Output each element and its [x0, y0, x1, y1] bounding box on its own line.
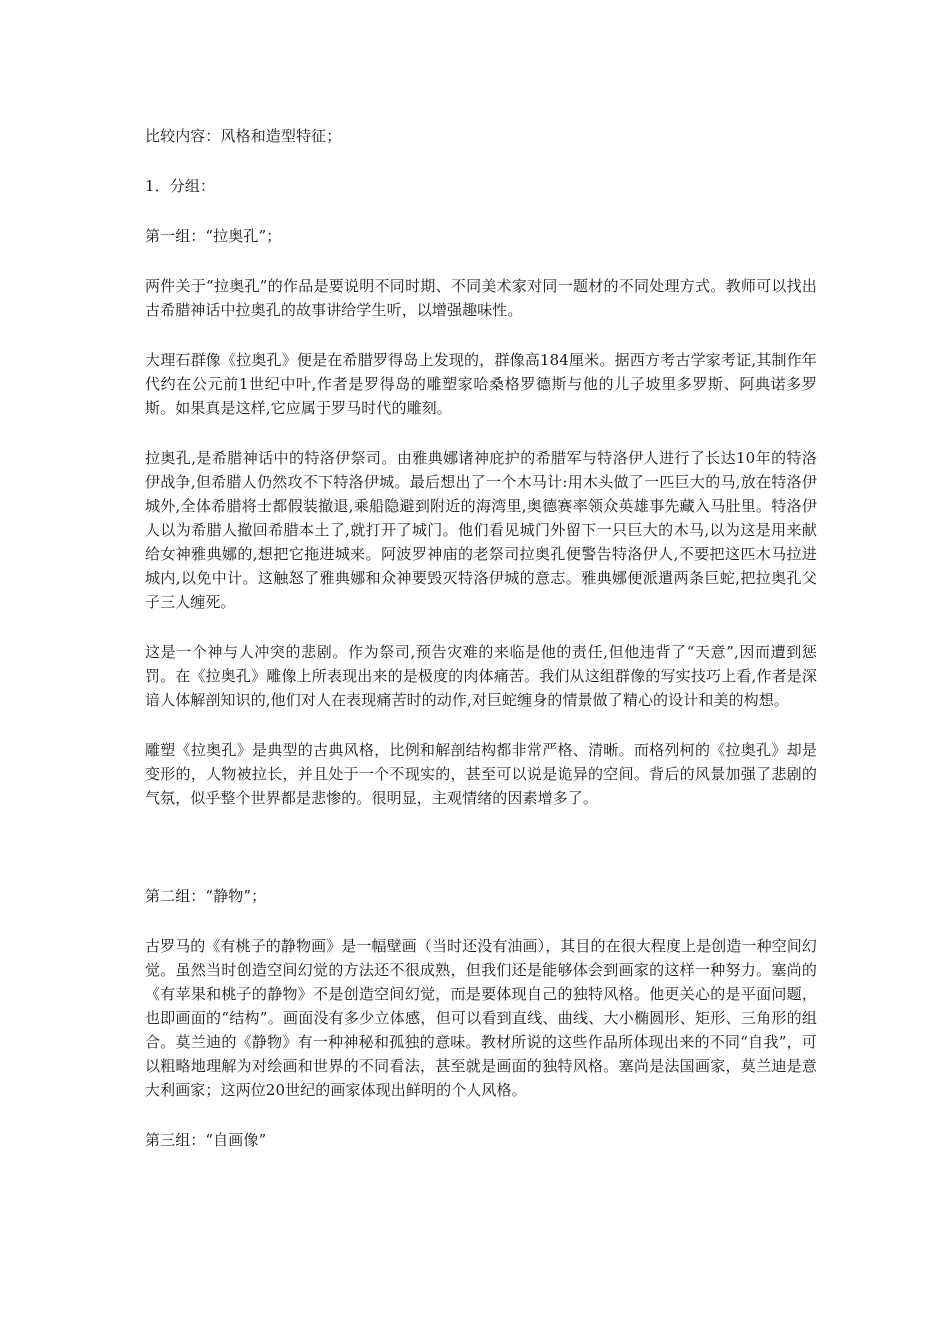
group1-heading: 第一组：“拉奥孔”； [145, 227, 282, 245]
group1-paragraph-tragedy: 这是一个神与人冲突的悲剧。作为祭司,预告灾难的来临是他的责任,但他违背了“天意”,因而遭到惩罚。在《拉奥孔》雕像上所表现出来的是极度的肉体痛苦。我们从这组群像的写实技巧上看,作者是深谙人体解剖知识的,他们对人在表现痛苦时的动作,对巨蛇缠身的情景做了精心的设计和美的构想。 [145, 643, 817, 709]
comparison-content-line: 比较内容：风格和造型特征； [145, 127, 342, 145]
group1-paragraph-comparison: 雕塑《拉奥孔》是典型的古典风格，比例和解剖结构都非常严格、清晰。而格列柯的《拉奥孔》却是变形的，人物被拉长，并且处于一个不现实的，甚至可以说是诡异的空间。背后的风景加强了悲剧的气氛，似乎整个世界都是悲惨的。很明显，主观情绪的因素增多了。 [145, 741, 817, 807]
group3-heading: 第三组：“自画像” [145, 1131, 267, 1149]
group1-paragraph-myth: 拉奥孔,是希腊神话中的特洛伊祭司。由雅典娜诸神庇护的希腊军与特洛伊人进行了长达10年的特洛伊战争,但希腊人仍然攻不下特洛伊城。最后想出了一个木马计:用木头做了一匹巨大的马,放在特洛伊城外,全体希腊将士都假装撤退,乘船隐避到附近的海湾里,奥德赛率领众英雄事先藏入马肚里。特洛伊人以为希腊人撤回希腊本土了,就打开了城门。他们看见城门外留下一只巨大的木马,以为这是用来献给女神雅典娜的,想把它拖进城来。阿波罗神庙的老祭司拉奥孔便警告特洛伊人,不要把这匹木马拉进城内,以免中计。这触怒了雅典娜和众神要毁灭特洛伊城的意志。雅典娜便派遣两条巨蛇,把拉奥孔父子三人缠死。 [145, 449, 817, 611]
group1-paragraph-intro: 两件关于“拉奥孔”的作品是要说明不同时期、不同美术家对同一题材的不同处理方式。教师可以找出古希腊神话中拉奥孔的故事讲给学生听，以增强趣味性。 [145, 277, 817, 319]
group2-heading: 第二组：“静物”； [145, 887, 267, 905]
grouping-heading: 1．分组： [145, 177, 216, 195]
group2-paragraph-still-life: 古罗马的《有桃子的静物画》是一幅壁画（当时还没有油画），其目的在很大程度上是创造一种空间幻觉。虽然当时创造空间幻觉的方法还不很成熟，但我们还是能够体会到画家的这样一种努力。塞尚的《有苹果和桃子的静物》不是创造空间幻觉，而是要体现自己的独特风格。他更关心的是平面问题，也即画面的“结构”。画面没有多少立体感，但可以看到直线、曲线、大小椭圆形、矩形、三角形的组合。莫兰迪的《静物》有一种神秘和孤独的意味。教材所说的这些作品所体现出来的不同“自我”，可以粗略地理解为对绘画和世界的不同看法，甚至就是画面的独特风格。塞尚是法国画家，莫兰迪是意大利画家；这两位20世纪的画家体现出鲜明的个人风格。 [145, 937, 818, 1099]
document-body [145, 124, 817, 1152]
group1-paragraph-marble: 大理石群像《拉奥孔》便是在希腊罗得岛上发现的，群像高184厘米。据西方考古学家考证,其制作年代约在公元前1世纪中叶,作者是罗得岛的雕塑家哈桑格罗德斯与他的儿子坡里多罗斯、阿典诺多罗斯。如果真是这样,它应属于罗马时代的雕刻。 [145, 351, 817, 417]
